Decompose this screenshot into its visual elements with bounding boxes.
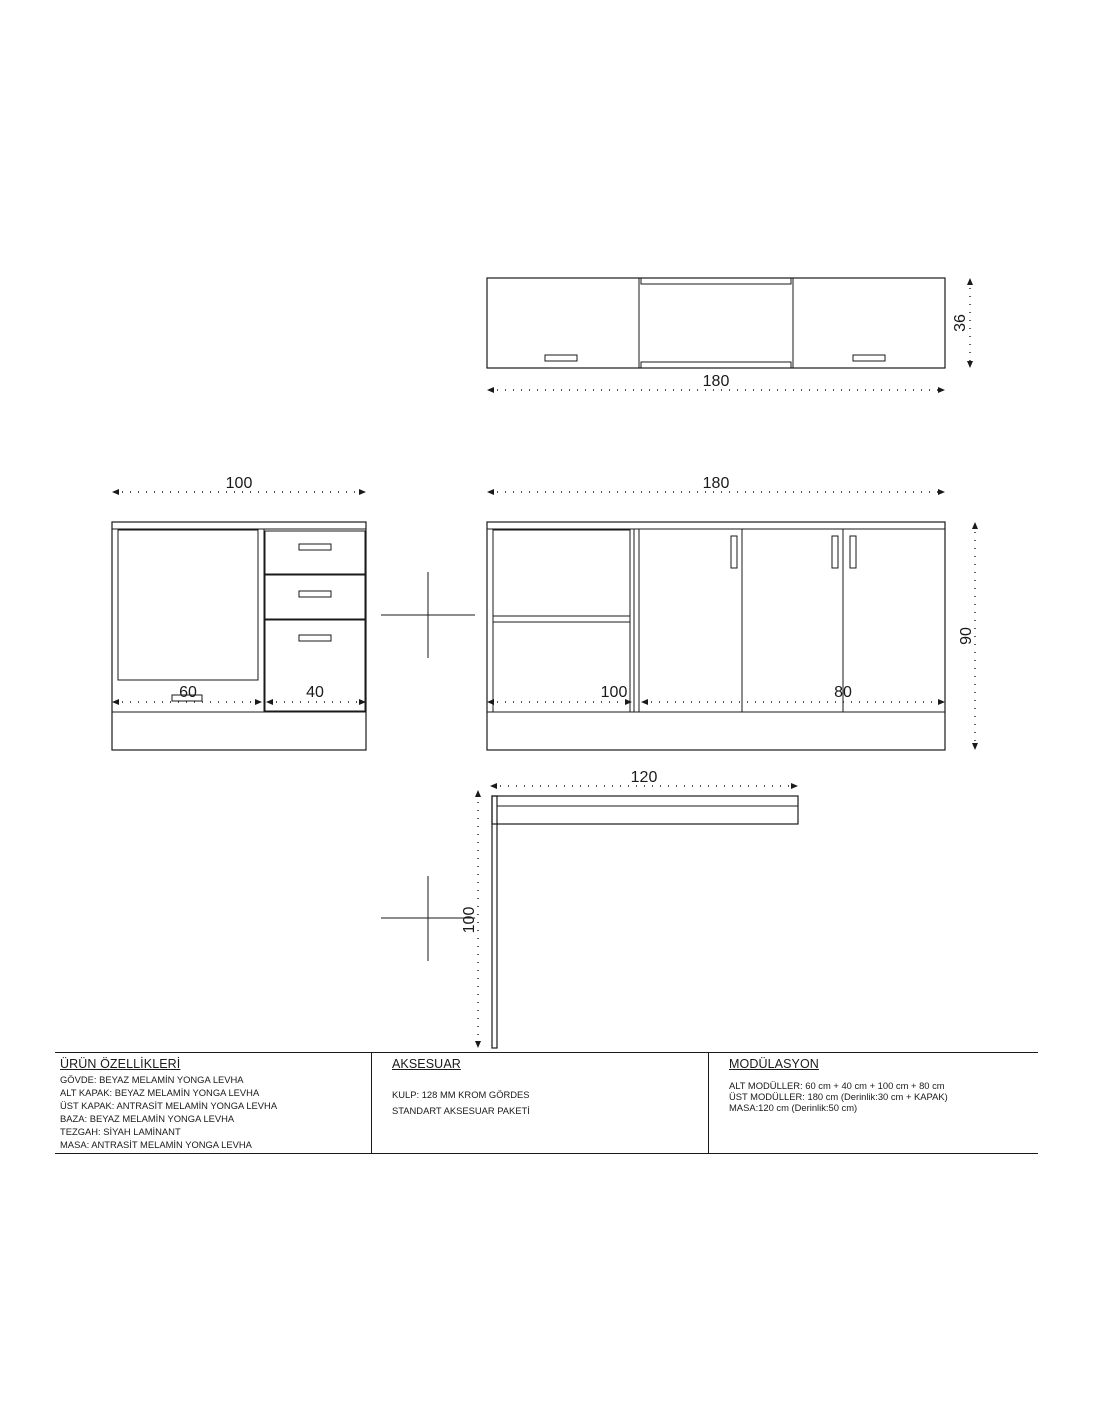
spec-item: ÜST MODÜLLER: 180 cm (Derinlik:30 cm + KAPAK) bbox=[729, 1091, 948, 1102]
lower-left-width-label: 100 bbox=[225, 475, 253, 492]
lower-right-part-a-label: 100 bbox=[600, 684, 628, 701]
lower-left-width-dimension bbox=[112, 475, 366, 495]
lower-left-part-a-label: 60 bbox=[179, 684, 197, 701]
upper-left-door-handle bbox=[545, 355, 577, 361]
product-features-title: ÜRÜN ÖZELLİKLERİ bbox=[60, 1057, 181, 1071]
lower-right-outline bbox=[487, 522, 945, 750]
drawer-2-handle bbox=[299, 591, 331, 597]
spec-item: STANDART AKSESUAR PAKETİ bbox=[392, 1105, 530, 1116]
product-features-list bbox=[60, 1073, 370, 1151]
upper-height-label: 36 bbox=[952, 314, 969, 332]
spec-item: GÖVDE: BEYAZ MELAMİN YONGA LEVHA bbox=[60, 1074, 244, 1085]
modulation-list bbox=[729, 1080, 1039, 1113]
upper-height-dimension bbox=[952, 278, 973, 368]
spec-item: KULP: 128 MM KROM GÖRDES bbox=[392, 1089, 530, 1100]
corner-joint-marker bbox=[381, 572, 475, 658]
spec-item: TEZGAH: SİYAH LAMİNANT bbox=[60, 1126, 181, 1137]
accessories-list bbox=[392, 1087, 709, 1119]
spec-table bbox=[55, 1052, 1038, 1154]
lower-right-width-dimension bbox=[487, 475, 945, 495]
door-2-handle bbox=[832, 536, 838, 568]
upper-cabinet bbox=[487, 278, 945, 368]
table bbox=[492, 796, 798, 1048]
upper-open-shelf-top bbox=[641, 278, 791, 284]
product-features-column bbox=[60, 1053, 370, 1153]
lower-height-label: 90 bbox=[958, 627, 975, 645]
table-leg-panel bbox=[492, 796, 497, 1048]
upper-width-dimension bbox=[487, 373, 945, 393]
table-position-marker bbox=[381, 876, 475, 961]
table-width-label: 120 bbox=[630, 769, 658, 786]
upper-open-shelf-bottom bbox=[641, 362, 791, 368]
accessories-title: AKSESUAR bbox=[392, 1057, 461, 1071]
lower-left-part-dimensions bbox=[112, 684, 366, 705]
drawer-3-handle bbox=[299, 635, 331, 641]
door-1-handle bbox=[731, 536, 737, 568]
table-top bbox=[492, 796, 798, 824]
drawer-1-handle bbox=[299, 544, 331, 550]
open-shelf-board bbox=[493, 616, 630, 622]
spec-item: ÜST KAPAK: ANTRASİT MELAMİN YONGA LEVHA bbox=[60, 1100, 278, 1111]
drawer-1 bbox=[265, 531, 365, 574]
modulation-column bbox=[708, 1053, 1039, 1153]
lower-right-cabinet bbox=[487, 522, 945, 750]
lower-height-dimension bbox=[958, 522, 978, 750]
spec-item: ALT MODÜLLER: 60 cm + 40 cm + 100 cm + 80 cm bbox=[729, 1080, 945, 1091]
table-height-dimension bbox=[461, 790, 481, 1048]
spec-item: MASA:120 cm (Derinlik:50 cm) bbox=[729, 1102, 858, 1113]
upper-width-label: 180 bbox=[702, 373, 730, 390]
table-height-label: 100 bbox=[461, 906, 478, 934]
lower-left-cabinet bbox=[112, 522, 366, 750]
accessories-column bbox=[371, 1053, 709, 1153]
spec-item: BAZA: BEYAZ MELAMİN YONGA LEVHA bbox=[60, 1113, 235, 1124]
appliance-opening bbox=[118, 530, 258, 680]
spec-item: MASA: ANTRASİT MELAMİN YONGA LEVHA bbox=[60, 1139, 252, 1150]
modulation-title: MODÜLASYON bbox=[729, 1057, 819, 1071]
spec-item: ALT KAPAK: BEYAZ MELAMİN YONGA LEVHA bbox=[60, 1087, 260, 1098]
upper-right-door-handle bbox=[853, 355, 885, 361]
lower-right-part-b-label: 80 bbox=[834, 684, 852, 701]
door-3-handle bbox=[850, 536, 856, 568]
table-width-dimension bbox=[490, 769, 798, 789]
lower-right-width-label: 180 bbox=[702, 475, 730, 492]
lower-right-part-dimensions bbox=[487, 684, 945, 705]
lower-left-part-b-label: 40 bbox=[306, 684, 324, 701]
